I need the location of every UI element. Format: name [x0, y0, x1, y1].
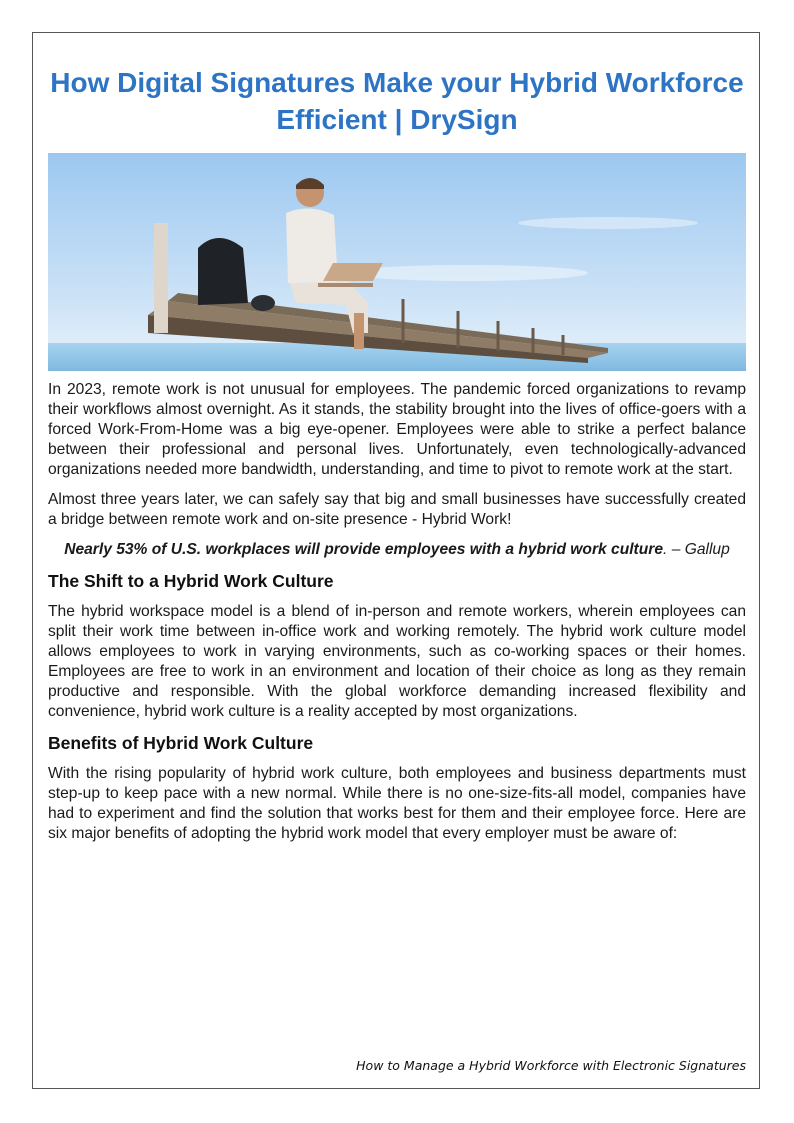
gallup-quote — [48, 540, 746, 560]
page-footer: How to Manage a Hybrid Workforce with Electronic Signatures — [356, 1058, 746, 1073]
hero-photo — [48, 153, 746, 371]
quote-source: . – Gallup — [663, 541, 730, 558]
quote-text: Nearly 53% of U.S. workplaces will provide employees with a hybrid work culture — [64, 541, 664, 558]
paragraph-shift: The hybrid workspace model is a blend of in-person and remote workers, wherein employees can split their work time between in-office work and working remotely. The hybrid work culture model allows employees to work in varying environments, such as co-working spaces or their homes. Employees are free to work in an environment and location of their choice as long as they remain productive and responsible. With the global workforce demanding increased flexibility and convenience, hybrid work culture is a reality accepted by most organizations. — [48, 603, 746, 720]
document-title: How Digital Signatures Make your Hybrid Workforce Efficient | DrySign — [50, 67, 744, 135]
paragraph-bridge: Almost three years later, we can safely say that big and small businesses have successfully created a bridge between remote work and on-site presence - Hybrid Work! — [48, 491, 746, 528]
article-body — [48, 380, 746, 854]
hero-illustration — [48, 153, 746, 371]
paragraph-intro: In 2023, remote work is not unusual for employees. The pandemic forced organizations to revamp their workflows almost overnight. As it stands, the stability brought into the lives of office-goers with a forced Work-From-Home was a big eye-opener. Employees were able to strike a perfect balance between their professional and personal lives. Unfortunately, even technologically-advanced organizations needed more bandwidth, understanding, and time to pivot to remote work at the start. — [48, 381, 746, 478]
heading-benefits: Benefits of Hybrid Work Culture — [48, 733, 314, 753]
paragraph-benefits: With the rising popularity of hybrid work culture, both employees and business departments must step-up to keep pace with a new normal. While there is no one-size-fits-all model, companies have had to experiment and find the solution that works best for them and their employee force. Here are six major benefits of adopting the hybrid work model that every employer must be aware of: — [48, 765, 746, 842]
heading-shift: The Shift to a Hybrid Work Culture — [48, 571, 334, 591]
